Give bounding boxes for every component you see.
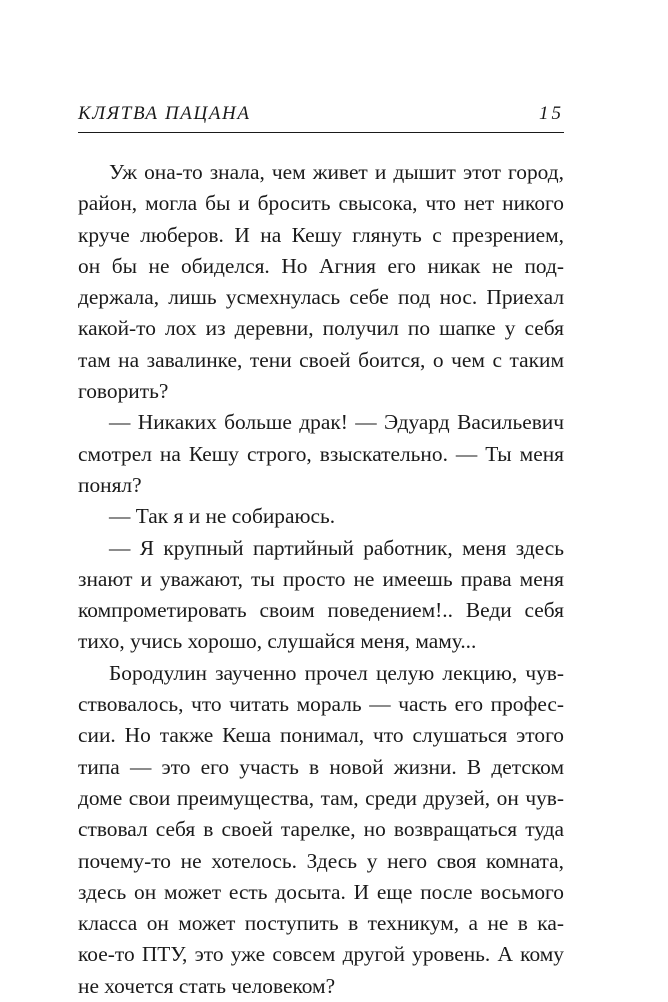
text-line: — Никаких больше драк! — Эдуард Васильевич	[109, 410, 564, 435]
text-line: он бы не обиделся. Но Агния его никак не под-	[78, 253, 564, 278]
text-line: смотрел на Кешу строго, взыскательно. — Ты меня	[78, 441, 564, 466]
text-line: держала, лишь усмехнулась себе под нос. Приехал	[78, 285, 564, 310]
text-line: ствовалось, что читать мораль — часть его профес-	[78, 692, 564, 717]
page-header	[78, 101, 564, 131]
text-line: кое-то ПТУ, это уже совсем другой уровень. А кому	[78, 942, 564, 967]
text-line: класса он может поступить в техникум, а не в ка-	[78, 911, 564, 936]
running-title: КЛЯТВА ПАЦАНА	[78, 103, 251, 124]
header-rule	[78, 132, 564, 133]
text-line: круче люберов. И на Кешу глянуть с презрением,	[78, 222, 564, 247]
text-line: — Так я и не собираюсь.	[109, 504, 336, 529]
text-line: Бородулин заученно прочел целую лекцию, чув-	[109, 660, 564, 685]
text-line: знают и уважают, ты просто не имеешь права меня	[78, 566, 564, 591]
text-line: район, могла бы и бросить свысока, что нет никого	[78, 191, 564, 216]
text-line: доме свои преимущества, там, среди друзей, он чув-	[78, 785, 564, 810]
text-line: сии. Но также Кеша понимал, что слушаться этого	[78, 723, 564, 748]
text-line: ствовал себя в своей тарелке, но возвращаться туда	[78, 817, 564, 842]
text-line: Уж она-то знала, чем живет и дышит этот город,	[109, 160, 564, 184]
text-line: почему-то не хотелось. Здесь у него своя комната,	[78, 848, 564, 873]
text-line: компрометировать своим поведением!.. Веди себя	[78, 598, 564, 623]
text-line: не хочется стать человеком?	[78, 973, 336, 998]
text-line: там на завалинке, тени своей боится, о чем с таким	[78, 347, 564, 372]
page-number: 15	[539, 103, 564, 124]
text-line: тихо, учись хорошо, слушайся меня, маму...	[78, 629, 477, 654]
text-line: типа — это его участь в новой жизни. В детском	[78, 754, 564, 779]
text-line: здесь он может есть досыта. И еще после восьмого	[78, 879, 564, 904]
text-line: — Я крупный партийный работник, меня здесь	[109, 535, 564, 560]
text-line: говорить?	[78, 379, 169, 404]
text-line: понял?	[78, 472, 142, 497]
text-line: какой-то лох из деревни, получил по шапке у себя	[78, 316, 564, 341]
body-text	[78, 157, 564, 1002]
